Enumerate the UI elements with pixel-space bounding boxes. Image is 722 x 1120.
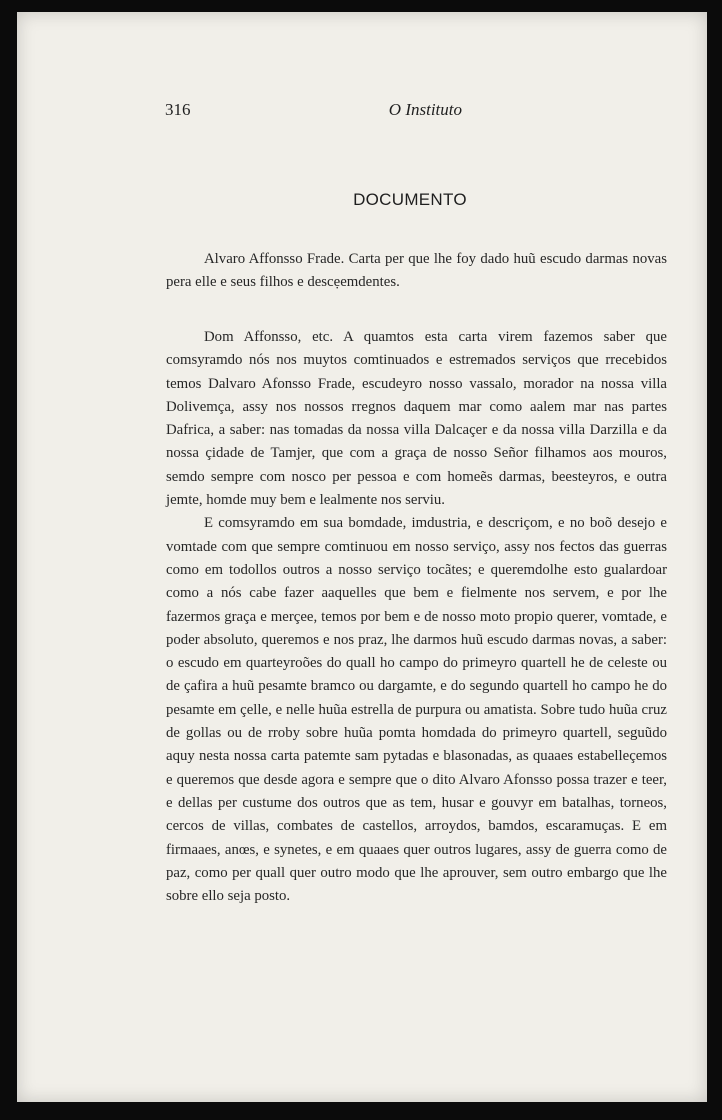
document-summary-block (166, 248, 667, 295)
document-body (166, 326, 667, 908)
running-head (165, 100, 462, 122)
body-paragraph-2: E comsyramdo em sua bomdade, imdustria, e descriçom, e no boõ desejo e vomtade com que sempre comtinuou em nosso serviço, assy nos fectos das guerras como em todollos outros a nosso serviço tocãtes; e queremdolhe esto gualardoar como a nós cabe fazer aaquelles que bem e fielmente nos servem, e por lhe fazermos graça e merçee, temos por bem e de nosso moto propio querer, vomtade, e poder absoluto, queremos e nos praz, lhe darmos huũ escudo darmas novas, a saber: o escudo em quarteyroões do quall ho campo do primeyro quartell he de celeste ou de çafira a huũ pesamte bramco ou dargamte, e do segundo quartell ho campo he do pesamte em çelle, e nelle huũa estrella de purpura ou amatista. Sobre tudo huũa cruz de gollas ou de rroby sobre huũa pomta homdada do primeyro quartell, seguũdo aquy nesta nossa carta patemte sam pytadas e blasonadas, as quaaes estabelleçemos e queremos que desde agora e sempre que o dito Alvaro Afonsso possa trazer e teer, e dellas per custume dos outros que as tem, husar e gouvyr em batalhas, torneos, cercos de villas, combates de castellos, arroydos, bamdos, escaramuças. E em firmaaes, anœs, e synetes, e em quaaes quer outros lugares, assy de guerra como de paz, como per quall quer outro modo que lhe aprouver, sem outro embargo que lhe sobre ello seja posto. (166, 515, 667, 905)
body-paragraph-1: Dom Affonsso, etc. A quamtos esta carta virem fazemos saber que comsyramdo nós nos muytos comtinuados e estremados serviços que rrecebidos temos Dalvaro Afonsso Frade, escudeyro nosso vassalo, morador na nossa villa Dolivemça, assy nos nossos rregnos daquem mar como aalem mar nas partes Dafrica, a saber: nas tomadas da nossa villa Dalcaçer e da nossa villa Darzilla e da nossa çidade de Tamjer, que com a graça de nosso Señor filhamos aos mouros, semdo sempre com nosco per pessoa e com homeẽs darmas, beesteyros, e outra jemte, homde muy bem e lealmente nos serviu. (166, 329, 667, 509)
document-heading: DOCUMENTO (353, 190, 467, 209)
journal-title: O Instituto (388, 100, 462, 119)
page-number: 316 (165, 100, 191, 119)
book-page (17, 12, 707, 1102)
document-summary: Alvaro Affonsso Frade. Carta per que lhe foy dado huũ escudo darmas novas pera elle e seus filhos e descẹemdentes. (166, 251, 667, 291)
